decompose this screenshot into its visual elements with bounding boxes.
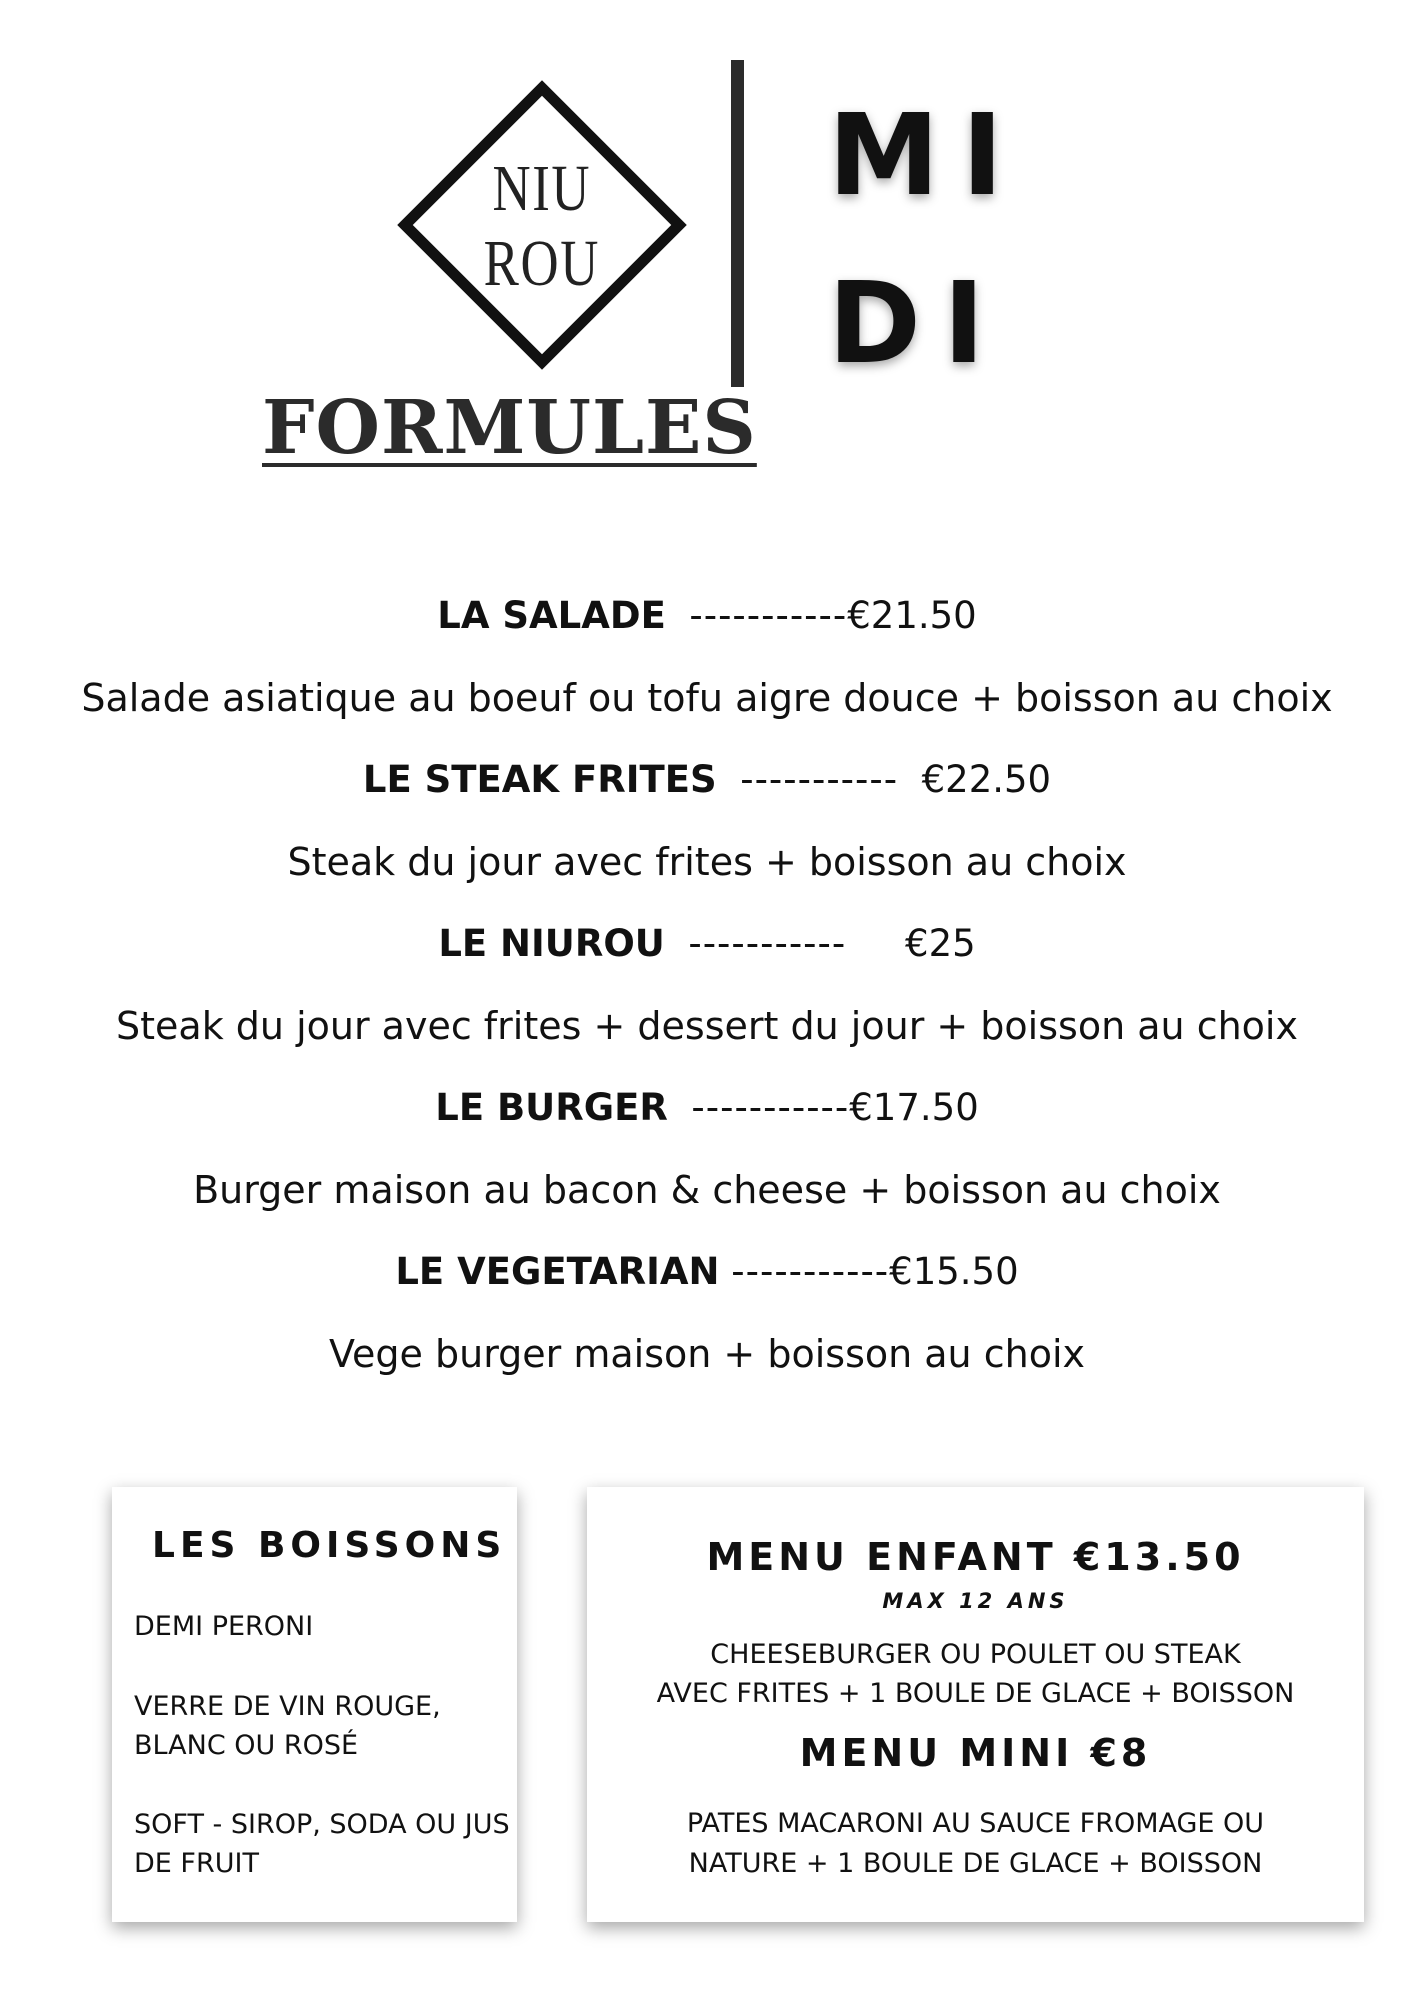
menu-mini-line2: NATURE + 1 BOULE DE GLACE + BOISSON xyxy=(688,1848,1263,1879)
formule-name: LE NIUROU xyxy=(438,922,665,965)
drink-item xyxy=(134,1687,514,1765)
midi-title-line1: MI xyxy=(828,91,1026,221)
formule-price: €22.50 xyxy=(921,758,1052,801)
formule-description: Steak du jour avec frites + dessert du jour + boisson au choix xyxy=(116,1004,1298,1048)
drink-line: SOFT - SIROP, SODA OU JUS xyxy=(134,1809,510,1840)
drink-line: BLANC OU ROSÉ xyxy=(134,1730,359,1761)
menu-enfant-line1: CHEESEBURGER OU POULET OU STEAK xyxy=(710,1639,1241,1670)
formule-name: LE BURGER xyxy=(435,1086,668,1129)
menu-mini-title: MENU MINI €8 xyxy=(799,1731,1152,1775)
formule-description: Salade asiatique au boeuf ou tofu aigre douce + boisson au choix xyxy=(81,676,1333,720)
formule-description: Burger maison au bacon & cheese + boisson au choix xyxy=(193,1168,1221,1212)
formule-dashes: ----------- xyxy=(740,758,899,801)
drink-line: DEMI PERONI xyxy=(134,1611,314,1642)
logo-text-line1: NIU xyxy=(492,151,592,225)
formule-header xyxy=(0,750,1414,810)
menu-enfant-title: MENU ENFANT €13.50 xyxy=(706,1535,1245,1579)
formule-description: Vege burger maison + boisson au choix xyxy=(328,1332,1085,1376)
formule-name: LA SALADE xyxy=(437,594,666,637)
formule-name: LE VEGETARIAN xyxy=(395,1250,720,1293)
formule-header xyxy=(0,1242,1414,1302)
formule-price: €25 xyxy=(905,922,976,965)
formule-dashes: ----------- xyxy=(691,1086,850,1129)
midi-title-line2: DI xyxy=(828,259,1007,389)
formules-list xyxy=(0,586,1414,1406)
formule-dashes: ----------- xyxy=(688,922,847,965)
formule-price: €17.50 xyxy=(849,1086,979,1129)
boissons-card xyxy=(112,1487,517,1922)
formule-header xyxy=(0,1078,1414,1138)
menu-enfant-subtitle: MAX 12 ANS xyxy=(882,1589,1069,1613)
drink-line: VERRE DE VIN ROUGE, xyxy=(134,1691,441,1722)
diamond-logo-icon xyxy=(397,80,687,370)
drink-line: DE FRUIT xyxy=(134,1848,259,1879)
logo-text-line2: ROU xyxy=(483,226,600,300)
boissons-title: LES BOISSONS xyxy=(152,1525,507,1566)
formule-name: LE STEAK FRITES xyxy=(362,758,717,801)
formule-price: €21.50 xyxy=(847,594,977,637)
formule-header xyxy=(0,914,1414,974)
formule-price: €15.50 xyxy=(889,1250,1019,1293)
menu-mini-line1: PATES MACARONI AU SAUCE FROMAGE OU xyxy=(686,1808,1265,1839)
drink-item xyxy=(134,1805,514,1883)
niurou-logo xyxy=(397,80,687,370)
menu-enfant-card xyxy=(587,1487,1364,1922)
header-divider xyxy=(731,60,744,387)
formules-heading: FORMULES xyxy=(262,385,757,471)
formule-dashes: ----------- xyxy=(731,1250,890,1293)
menu-enfant-line2: AVEC FRITES + 1 BOULE DE GLACE + BOISSON xyxy=(656,1678,1295,1709)
drink-item xyxy=(134,1607,514,1646)
formule-header xyxy=(0,586,1414,646)
formule-dashes: ----------- xyxy=(689,594,848,637)
formule-description: Steak du jour avec frites + boisson au choix xyxy=(287,840,1127,884)
